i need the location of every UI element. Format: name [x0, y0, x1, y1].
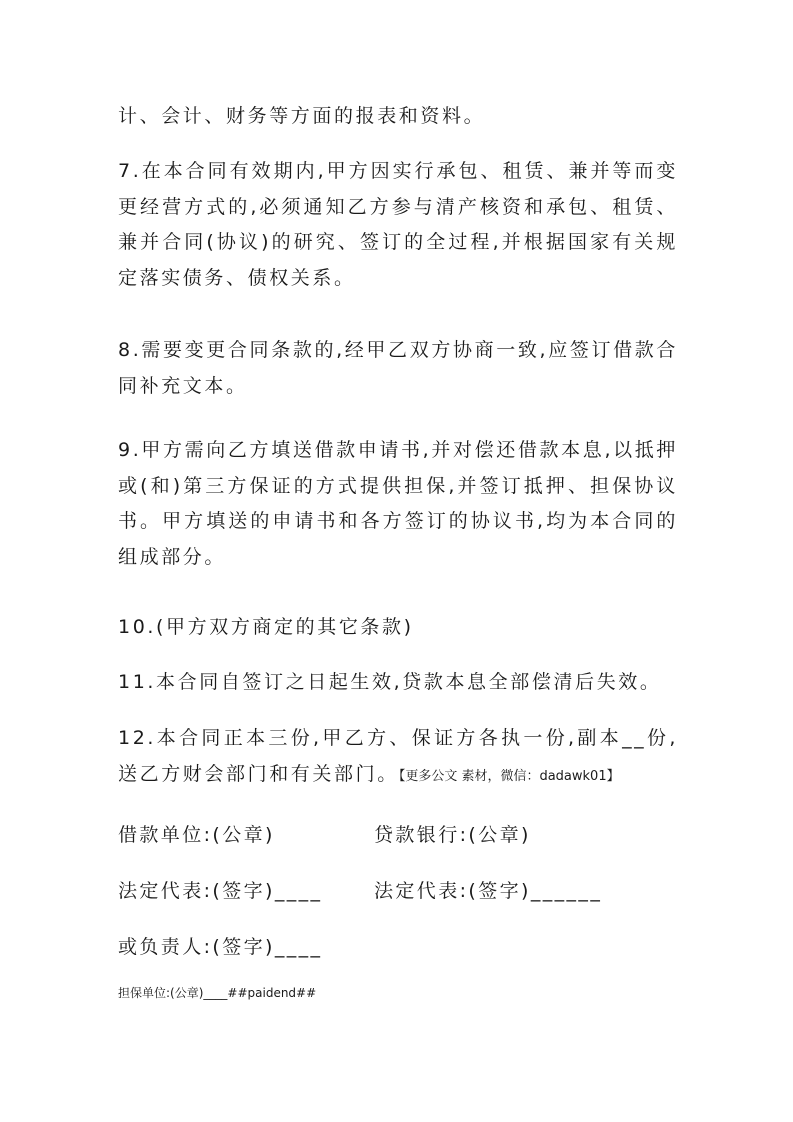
clause-12-text: 12.本合同正本三份,甲乙方、保证方各执一份,副本__份,送乙方财会部门和有关部门。	[118, 727, 678, 785]
clause-10: 10.(甲方双方商定的其它条款)	[118, 616, 414, 638]
clause-9: 9.甲方需向乙方填送借款申请书,并对偿还借款本息,以抵押或(和)第三方保证的方式提供担保,并签订抵押、担保协议书。甲方填送的申请书和各方签订的协议书,均为本合同的组成部分。	[118, 439, 678, 568]
clause-12	[118, 721, 678, 794]
legal-representative-left: 法定代表:(签字)____	[118, 880, 323, 902]
clause-11: 11.本合同自签订之日起生效,贷款本息全部偿清后失效。	[118, 671, 662, 693]
clause-12-note: 【更多公文 素材，微信：dadawk01】	[398, 768, 620, 784]
clause-7: 7.在本合同有效期内,甲方因实行承包、租赁、兼并等而变更经营方式的,必须通知乙方参与清产核资和承包、租赁、兼并合同(协议)的研究、签订的全过程,并根据国家有关规定落实债务、债权关系。	[118, 160, 678, 289]
legal-representative-right: 法定代表:(签字)______	[374, 880, 603, 902]
responsible-person: 或负责人:(签字)____	[118, 936, 323, 958]
guarantor-unit-seal: 担保单位:(公章)____##paidend##	[118, 986, 317, 1000]
paragraph-continuation: 计、会计、财务等方面的报表和资料。	[118, 105, 486, 127]
clause-8: 8.需要变更合同条款的,经甲乙双方协商一致,应签订借款合同补充文本。	[118, 339, 678, 397]
lender-bank-seal: 贷款银行:(公章)	[374, 824, 531, 846]
borrower-unit-seal: 借款单位:(公章)	[118, 824, 275, 846]
